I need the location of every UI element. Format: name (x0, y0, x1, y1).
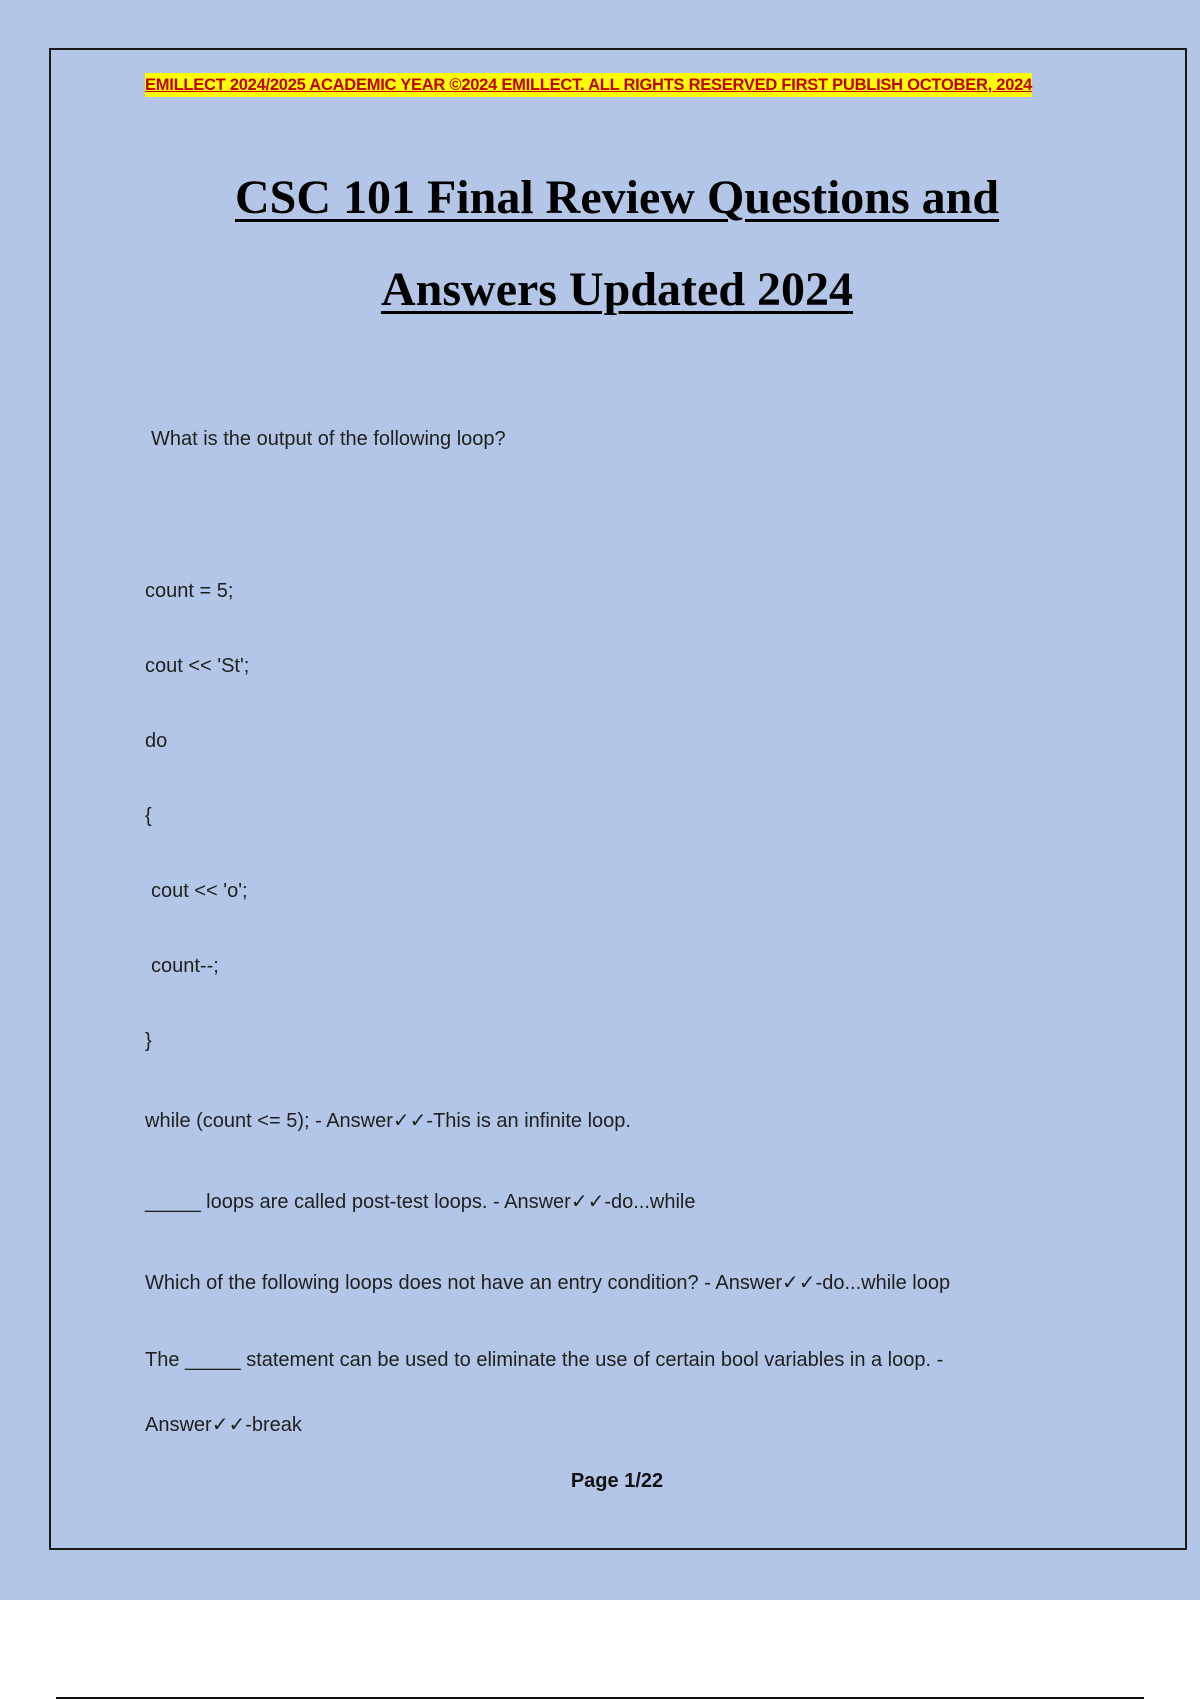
qa-answer: -This is an infinite loop. (426, 1110, 631, 1132)
qa-line (145, 1412, 302, 1437)
question-text: What is the output of the following loop? (151, 428, 506, 450)
code-line: count = 5; (145, 580, 234, 602)
double-check-icon: ✓✓ (570, 1191, 605, 1213)
qa-answer: -break (245, 1414, 302, 1436)
code-line: do (145, 730, 168, 752)
double-check-icon: ✓✓ (782, 1272, 816, 1294)
code-line: { (145, 805, 152, 827)
qa-line (145, 1189, 695, 1214)
code-line: } (145, 1030, 152, 1052)
code-line: cout << 'o'; (151, 880, 248, 902)
code-line: cout << 'St'; (145, 655, 250, 677)
qa-line (145, 1349, 943, 1372)
qa-prefix: _____ loops are called post-test loops. - Answer (145, 1191, 571, 1213)
copyright-banner: EMILLECT 2024/2025 ACADEMIC YEAR ©2024 EMILLECT. ALL RIGHTS RESERVED FIRST PUBLISH OCTOBER, 2024 (145, 73, 1032, 97)
double-check-icon: ✓✓ (392, 1110, 427, 1132)
qa-prefix: The _____ statement can be used to eliminate the use of certain bool variables in a loop. - (145, 1349, 944, 1371)
bottom-divider (56, 1697, 1144, 1699)
qa-prefix: Which of the following loops does not have an entry condition? - Answer (145, 1272, 783, 1294)
qa-line (145, 1270, 950, 1295)
qa-prefix: while (count <= 5); - Answer (145, 1110, 393, 1132)
qa-prefix: Answer (145, 1414, 212, 1436)
qa-answer: -do...while (604, 1191, 696, 1213)
qa-answer: -do...while loop (815, 1272, 951, 1294)
qa-line (145, 1108, 631, 1133)
double-check-icon: ✓✓ (211, 1414, 246, 1436)
document-title-line-2: Answers Updated 2024 (380, 263, 854, 316)
page-number: Page 1/22 (570, 1470, 664, 1492)
document-title-line-1: CSC 101 Final Review Questions and (234, 171, 1000, 224)
code-line: count--; (151, 955, 219, 977)
